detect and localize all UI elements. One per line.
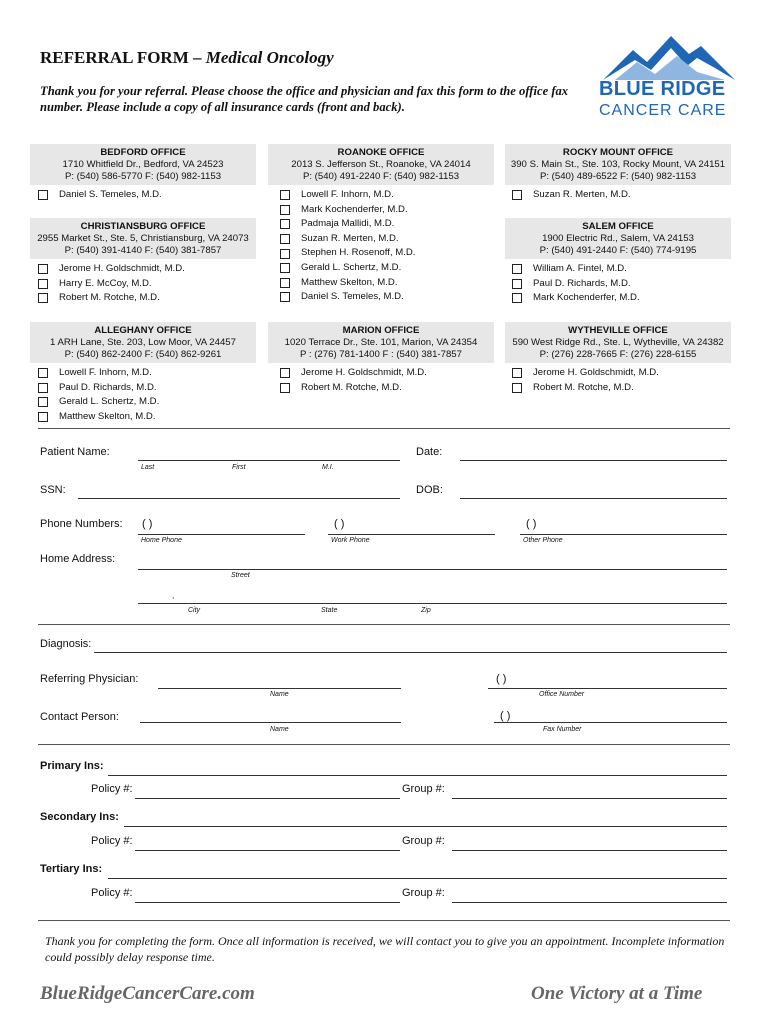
checkbox[interactable] xyxy=(512,190,522,200)
secondary-policy-label: Policy #: xyxy=(91,835,133,847)
section-divider xyxy=(38,428,730,429)
checkbox[interactable] xyxy=(38,383,48,393)
tertiary-ins-label: Tertiary Ins: xyxy=(40,863,103,875)
checkbox[interactable] xyxy=(512,279,522,289)
doctor-option[interactable]: Mark Kochenderfer, M.D. xyxy=(512,291,640,306)
other-phone-field[interactable] xyxy=(520,534,727,535)
doctor-option[interactable]: Gerald L. Schertz, M.D. xyxy=(280,261,415,276)
checkbox[interactable] xyxy=(38,412,48,422)
checkbox[interactable] xyxy=(280,205,290,215)
office-wytheville: WYTHEVILLE OFFICE 590 West Ridge Rd., Ste. L, Wytheville, VA 24382 P: (276) 228-7665 F: (276) 228-6155 xyxy=(505,322,731,363)
section-divider xyxy=(38,920,730,921)
doctor-option[interactable]: Lowell F. Inhorn, M.D. xyxy=(38,366,159,381)
tertiary-policy-field[interactable] xyxy=(135,902,400,903)
office-number-field[interactable] xyxy=(488,688,727,689)
doctor-option[interactable]: Jerome H. Goldschmidt, M.D. xyxy=(280,366,427,381)
primary-ins-field[interactable] xyxy=(108,775,727,776)
checkbox[interactable] xyxy=(38,368,48,378)
work-phone-sublabel: Work Phone xyxy=(331,537,370,544)
logo-line-1: BLUE RIDGE xyxy=(599,78,726,100)
secondary-group-label: Group #: xyxy=(402,835,445,847)
logo-line-2: CANCER CARE xyxy=(599,102,727,119)
website-text: BlueRidgeCancerCare.com xyxy=(40,983,255,1004)
tertiary-policy-label: Policy #: xyxy=(91,887,133,899)
rocky-mount-doctor-list xyxy=(512,188,631,203)
home-phone-field[interactable] xyxy=(138,534,305,535)
primary-policy-field[interactable] xyxy=(135,798,400,799)
doctor-option[interactable]: Suzan R. Merten, M.D. xyxy=(280,232,415,247)
doctor-option[interactable]: Matthew Skelton, M.D. xyxy=(38,410,159,425)
checkbox[interactable] xyxy=(38,279,48,289)
date-label: Date: xyxy=(416,446,443,458)
office-bedford: BEDFORD OFFICE 1710 Whitfield Dr., Bedford, VA 24523 P: (540) 586-5770 F: (540) 982-1153 xyxy=(30,144,256,185)
checkbox[interactable] xyxy=(512,264,522,274)
referring-physician-label: Referring Physician: xyxy=(40,673,139,685)
marion-doctor-list xyxy=(280,366,427,395)
office-marion: MARION OFFICE 1020 Terrace Dr., Ste. 101, Marion, VA 24354 P : (276) 781-1400 F : (540) 381-7857 xyxy=(268,322,494,363)
diagnosis-field[interactable] xyxy=(94,652,727,653)
checkbox[interactable] xyxy=(512,293,522,303)
doctor-option[interactable]: Jerome H. Goldschmidt, M.D. xyxy=(512,366,659,381)
mi-sublabel: M.I. xyxy=(322,464,334,471)
last-sublabel: Last xyxy=(141,464,155,471)
doctor-option[interactable]: Padmaja Mallidi, M.D. xyxy=(280,217,415,232)
tertiary-group-field[interactable] xyxy=(452,902,727,903)
checkbox[interactable] xyxy=(280,292,290,302)
other-phone-sublabel: Other Phone xyxy=(523,537,563,544)
primary-group-field[interactable] xyxy=(452,798,727,799)
doctor-option[interactable]: Jerome H. Goldschmidt, M.D. xyxy=(38,262,185,277)
doctor-option[interactable]: Harry E. McCoy, M.D. xyxy=(38,277,185,292)
checkbox[interactable] xyxy=(38,190,48,200)
dob-label: DOB: xyxy=(416,484,443,496)
doctor-option[interactable]: Suzan R. Merten, M.D. xyxy=(512,188,631,203)
slogan-text: One Victory at a Time xyxy=(531,983,703,1004)
tertiary-ins-field[interactable] xyxy=(108,878,727,879)
intro-text: Thank you for your referral. Please choose the office and physician and fax this form to the office fax number. Please include a copy of all insurance cards (front and back). xyxy=(40,84,569,114)
checkbox[interactable] xyxy=(280,219,290,229)
city-state-zip-field[interactable] xyxy=(138,603,727,604)
doctor-option[interactable]: Robert M. Rotche, M.D. xyxy=(38,291,185,306)
contact-person-label: Contact Person: xyxy=(40,711,119,723)
checkbox[interactable] xyxy=(38,397,48,407)
work-phone-paren: ( ) xyxy=(334,518,345,530)
doctor-option[interactable]: Gerald L. Schertz, M.D. xyxy=(38,395,159,410)
state-sublabel: State xyxy=(321,607,338,614)
address-comma: , xyxy=(172,591,175,600)
primary-ins-label: Primary Ins: xyxy=(40,760,104,772)
primary-policy-label: Policy #: xyxy=(91,783,133,795)
date-field[interactable] xyxy=(460,460,727,461)
checkbox[interactable] xyxy=(38,293,48,303)
checkbox[interactable] xyxy=(280,249,290,259)
office-rocky-mount: ROCKY MOUNT OFFICE 390 S. Main St., Ste. 103, Rocky Mount, VA 24151 P: (540) 489-6522 F: (540) 982-1153 xyxy=(505,144,731,185)
checkbox[interactable] xyxy=(512,368,522,378)
street-field[interactable] xyxy=(138,569,727,570)
zip-sublabel: Zip xyxy=(421,607,431,614)
doctor-option[interactable]: Matthew Skelton, M.D. xyxy=(280,276,415,291)
salem-doctor-list xyxy=(512,262,640,306)
dob-field[interactable] xyxy=(460,498,727,499)
checkbox[interactable] xyxy=(512,383,522,393)
ssn-label: SSN: xyxy=(40,484,66,496)
primary-group-label: Group #: xyxy=(402,783,445,795)
checkbox[interactable] xyxy=(38,264,48,274)
doctor-option[interactable]: Stephen H. Rosenoff, M.D. xyxy=(280,246,415,261)
doctor-option[interactable]: Daniel S. Temeles, M.D. xyxy=(38,188,162,203)
street-sublabel: Street xyxy=(231,572,250,579)
referring-physician-field[interactable] xyxy=(158,688,401,689)
office-alleghany: ALLEGHANY OFFICE 1 ARH Lane, Ste. 203, Low Moor, VA 24457 P: (540) 862-2400 F: (540) 862-9261 xyxy=(30,322,256,363)
footer-note: Thank you for completing the form. Once all information is received, we will contact you to give you an appointment. Incomplete information could possibly delay response time. xyxy=(45,934,725,964)
city-sublabel: City xyxy=(188,607,201,614)
diagnosis-label: Diagnosis: xyxy=(40,638,92,650)
fax-number-paren: ( ) xyxy=(500,710,511,722)
work-phone-field[interactable] xyxy=(328,534,495,535)
secondary-ins-label: Secondary Ins: xyxy=(40,811,119,823)
doctor-option[interactable]: Robert M. Rotche, M.D. xyxy=(512,381,659,396)
fax-number-sublabel: Fax Number xyxy=(543,726,582,733)
checkbox[interactable] xyxy=(280,278,290,288)
checkbox[interactable] xyxy=(280,368,290,378)
patient-name-field[interactable] xyxy=(138,460,400,461)
doctor-option[interactable]: William A. Fintel, M.D. xyxy=(512,262,640,277)
office-salem: SALEM OFFICE 1900 Electric Rd., Salem, VA 24153 P: (540) 491-2440 F: (540) 774-9195 xyxy=(505,218,731,259)
secondary-policy-field[interactable] xyxy=(135,850,400,851)
name-sublabel: Name xyxy=(270,691,289,698)
checkbox[interactable] xyxy=(280,234,290,244)
office-number-paren: ( ) xyxy=(496,673,507,685)
section-divider xyxy=(38,744,730,745)
alleghany-doctor-list xyxy=(38,366,159,424)
doctor-option[interactable]: Daniel S. Temeles, M.D. xyxy=(280,290,415,305)
first-sublabel: First xyxy=(232,464,246,471)
ssn-field[interactable] xyxy=(78,498,400,499)
office-christiansburg: CHRISTIANSBURG OFFICE 2955 Market St., Ste. 5, Christiansburg, VA 24073 P: (540) 391-4140 F: (540) 381-7857 xyxy=(30,218,256,259)
section-divider xyxy=(38,624,730,625)
doctor-option[interactable]: Lowell F. Inhorn, M.D. xyxy=(280,188,415,203)
home-phone-sublabel: Home Phone xyxy=(141,537,182,544)
home-address-label: Home Address: xyxy=(40,553,116,565)
patient-name-label: Patient Name: xyxy=(40,446,110,458)
doctor-option[interactable]: Paul D. Richards, M.D. xyxy=(38,381,159,396)
office-number-sublabel: Office Number xyxy=(539,691,585,698)
wytheville-doctor-list xyxy=(512,366,659,395)
form-title: REFERRAL FORM – Medical Oncology xyxy=(40,48,334,67)
home-phone-paren: ( ) xyxy=(142,518,153,530)
name-sublabel: Name xyxy=(270,726,289,733)
doctor-option[interactable]: Mark Kochenderfer, M.D. xyxy=(280,203,415,218)
doctor-option[interactable]: Paul D. Richards, M.D. xyxy=(512,277,640,292)
checkbox[interactable] xyxy=(280,263,290,273)
phone-label: Phone Numbers: xyxy=(40,518,123,530)
company-logo xyxy=(585,28,745,124)
secondary-ins-field[interactable] xyxy=(124,826,727,827)
bedford-doctor-list xyxy=(38,188,162,203)
checkbox[interactable] xyxy=(280,190,290,200)
tertiary-group-label: Group #: xyxy=(402,887,445,899)
secondary-group-field[interactable] xyxy=(452,850,727,851)
checkbox[interactable] xyxy=(280,383,290,393)
contact-person-field[interactable] xyxy=(140,722,401,723)
other-phone-paren: ( ) xyxy=(526,518,537,530)
christiansburg-doctor-list xyxy=(38,262,185,306)
office-roanoke: ROANOKE OFFICE 2013 S. Jefferson St., Roanoke, VA 24014 P: (540) 491-2240 F: (540) 982-1153 xyxy=(268,144,494,185)
roanoke-doctor-list xyxy=(280,188,415,305)
fax-number-field[interactable] xyxy=(494,722,727,723)
doctor-option[interactable]: Robert M. Rotche, M.D. xyxy=(280,381,427,396)
